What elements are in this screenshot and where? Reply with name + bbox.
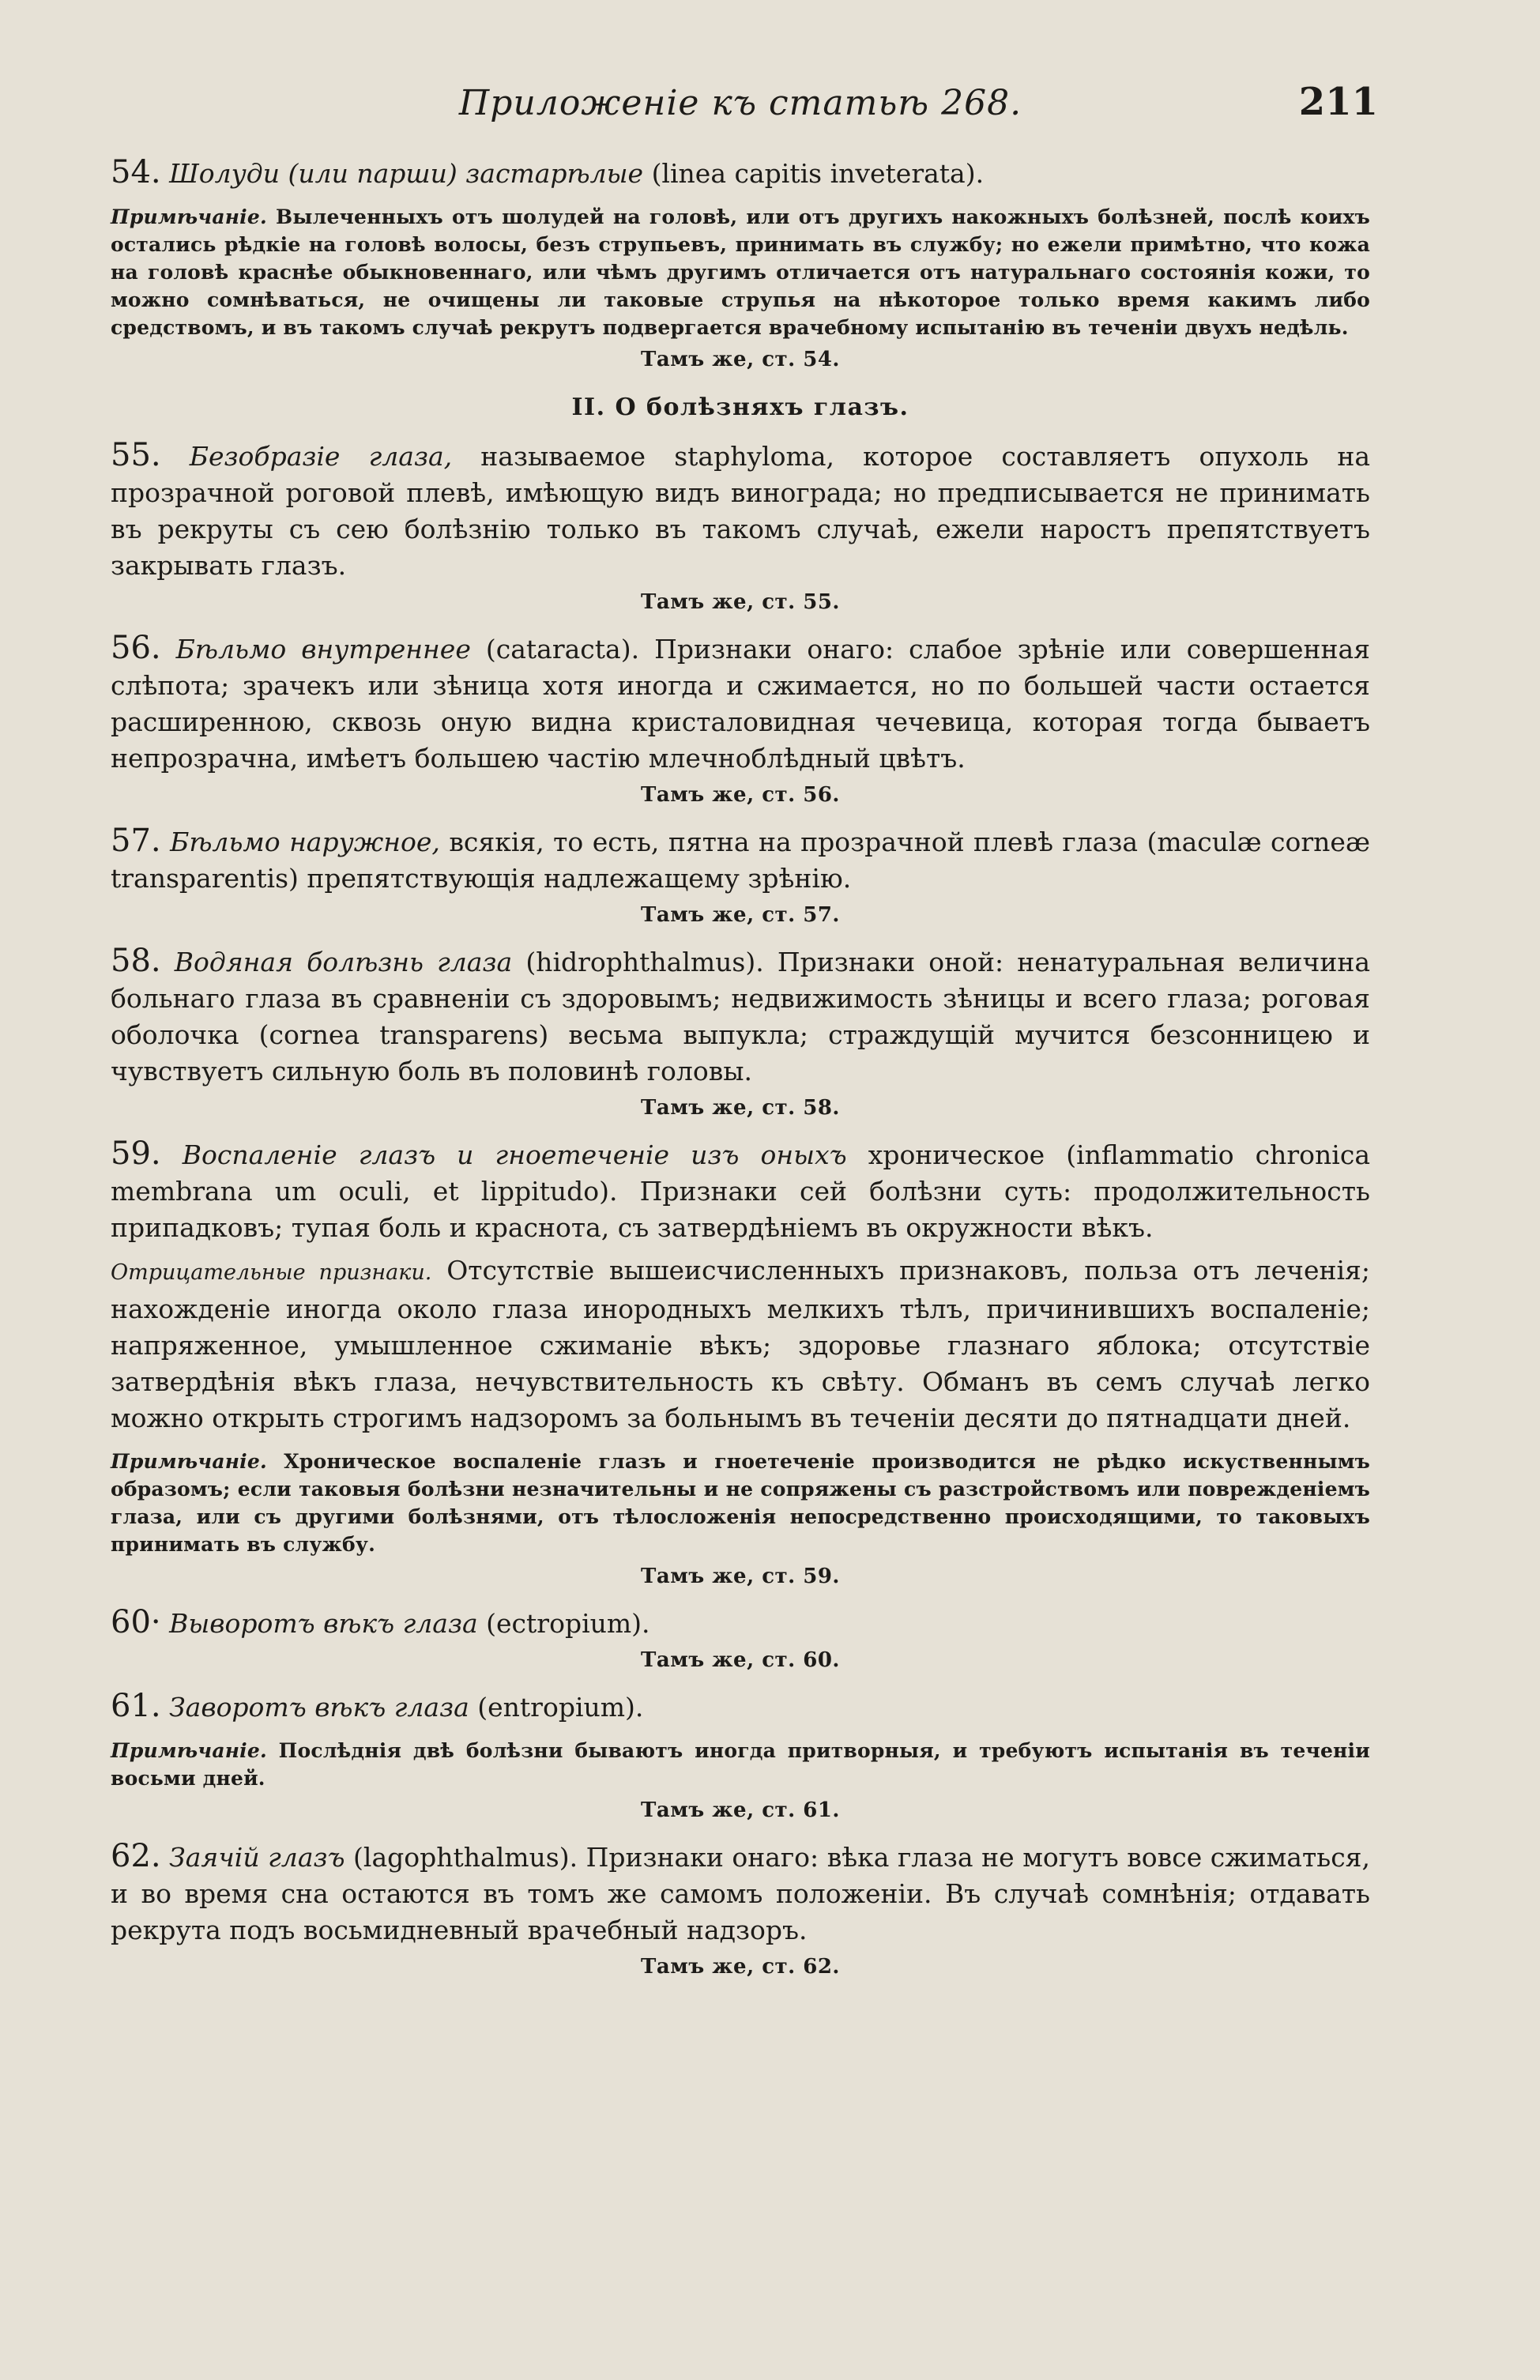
article-58-text <box>111 943 1370 1090</box>
article-name: Выворотъ вѣкъ глаза <box>169 1608 478 1639</box>
article-number: 55. <box>111 437 161 473</box>
article-61-text <box>111 1688 1370 1726</box>
article-62-text <box>111 1838 1370 1949</box>
article-body: (ectropium). <box>486 1608 650 1639</box>
negative-signs <box>111 1252 1370 1437</box>
running-title: Приложенiе къ статьѣ 268. <box>458 83 1022 123</box>
reference: Тамъ же, ст. 58. <box>641 1096 840 1120</box>
article-59-text <box>111 1135 1370 1246</box>
article-54 <box>111 154 1370 371</box>
article-62 <box>111 1838 1370 1979</box>
article-60 <box>111 1604 1370 1672</box>
article-54-note <box>111 203 1370 341</box>
article-number: 61. <box>111 1688 161 1724</box>
negative-signs-text: Отсутствiе вышеисчисленныхъ признаковъ, польза отъ леченiя; нахожденiе иногда около глаза инородныхъ мелкихъ тѣлъ, причинившихъ воспаленiе; напряженное, умышленное сжиманiе вѣкъ; здоровье глазнаго яблока; отсутствiе затвердѣнiя вѣкъ глаза, нечувствительность къ свѣту. Обманъ въ семъ случаѣ легко можно открыть строгимъ надзоромъ за больнымъ въ теченiи десяти до пятнадцати дней. <box>111 1255 1370 1433</box>
page-header <box>111 75 1378 138</box>
article-55-text <box>111 437 1370 584</box>
article-56-text <box>111 630 1370 777</box>
article-number: 56. <box>111 630 161 666</box>
article-61-note <box>111 1737 1370 1792</box>
article-name: Безобразiе глаза, <box>189 441 453 472</box>
reference: Тамъ же, ст. 61. <box>641 1798 840 1822</box>
article-body: (hidrophthalmus). Признаки оной: ненатуральная величина больнаго глаза въ сравненiи съ здоровымъ; недвижимость зѣницы и всего глаза; роговая оболочка (cornea transparens) весьма выпукла; страждущiй мучится безсонницею и чувствуетъ сильную боль въ половинѣ головы. <box>111 947 1371 1086</box>
note-label: Примѣчанiе. <box>111 1739 267 1762</box>
article-name: Бѣльмо внутреннее <box>175 634 471 665</box>
article-number: 54. <box>111 154 161 190</box>
article-name: Бѣльмо наружное, <box>170 827 440 857</box>
note-label: Примѣчанiе. <box>111 1450 267 1473</box>
article-name: Водяная болѣзнь глаза <box>174 947 513 977</box>
article-body: (entropium). <box>477 1692 644 1723</box>
article-number: 62. <box>111 1838 161 1874</box>
article-56 <box>111 630 1370 807</box>
article-body: (cataracta). Признаки онаго: слабое зрѣнiе или совершенная слѣпота; зрачекъ или зѣница хотя иногда и сжимается, но по большей части остается расширенною, сквозь оную видна кристаловидная чечевица, которая тогда бываетъ непрозрачна, имѣетъ большею частiю млечноблѣдный цвѣтъ. <box>111 634 1370 774</box>
article-number: 58. <box>111 943 161 979</box>
reference: Тамъ же, ст. 62. <box>641 1955 840 1979</box>
note-label: Примѣчанiе. <box>111 205 267 228</box>
article-59 <box>111 1135 1370 1588</box>
reference: Тамъ же, ст. 59. <box>641 1565 840 1588</box>
article-57-text <box>111 823 1370 897</box>
article-latin: (linea capitis inveterata). <box>651 158 985 189</box>
note-text: Хроническое воспаленiе глазъ и гноетеченiе производится не рѣдко искуственнымъ образомъ; если таковыя болѣзни незначительны и не сопряжены съ разстройствомъ или поврежденiемъ глаза, или съ другими болѣзнями, отъ тѣлосложенiя непосредственно происходящими, то таковыхъ принимать въ службу. <box>111 1450 1370 1556</box>
article-58 <box>111 943 1370 1120</box>
section-heading: II. О болѣзняхъ глазъ. <box>571 394 909 421</box>
article-body: хроническое (inflammatio chronica membrana um oculi, et lippitudo). Признаки сей болѣзни суть: продолжительность припадковъ; тупая боль и краснота, съ затвердѣнiемъ въ окружности вѣкъ. <box>111 1139 1370 1243</box>
article-57 <box>111 823 1370 927</box>
article-body: всякiя, то есть, пятна на прозрачной плевѣ глаза (maculæ corneæ transparentis) препятствующiя надлежащему зрѣнiю. <box>111 827 1370 894</box>
article-59-note <box>111 1448 1370 1558</box>
article-number: 60· <box>111 1604 161 1640</box>
article-name: Заячiй глазъ <box>169 1842 345 1873</box>
article-body: (lagophthalmus). Признаки онаго: вѣка глаза не могутъ вовсе сжиматься, и во время сна остаются въ томъ же самомъ положенiи. Въ случаѣ сомнѣнiя; отдавать рекрута подъ восьмидневный врачебный надзоръ. <box>111 1842 1370 1945</box>
article-body: называемое staphyloma, которое составляетъ опухоль на прозрачной роговой плевѣ, имѣющую видъ винограда; но предписывается не принимать въ рекруты съ сею болѣзнiю только въ такомъ случаѣ, ежели наростъ препятствуетъ закрывать глазъ. <box>111 441 1370 581</box>
article-name: Шолуди (или парши) застарѣлые <box>169 158 644 189</box>
article-55 <box>111 437 1370 614</box>
note-text: Вылеченныхъ отъ шолудей на головѣ, или отъ другихъ накожныхъ болѣзней, послѣ коихъ остались рѣдкiе на головѣ волосы, безъ струпьевъ, принимать въ службу; но ежели примѣтно, что кожа на головѣ краснѣе обыкновеннаго, или чѣмъ другимъ отличается отъ натуральнаго состоянiя кожи, то можно сомнѣваться, не очищены ли таковые струпья на нѣкоторое только время какимъ либо средствомъ, и въ такомъ случаѣ рекрутъ подвергается врачебному испытанiю въ теченiи двухъ недѣль. <box>111 205 1371 339</box>
article-name: Воспаленiе глазъ и гноетеченiе изъ оныхъ <box>182 1139 847 1170</box>
article-60-text <box>111 1604 1370 1642</box>
page-number: 211 <box>1298 80 1378 124</box>
reference: Тамъ же, ст. 56. <box>641 783 840 807</box>
article-name: Заворотъ вѣкъ глаза <box>169 1692 469 1723</box>
negative-signs-label: Отрицательные признаки. <box>111 1260 432 1285</box>
article-number: 59. <box>111 1135 161 1172</box>
note-text: Послѣднiя двѣ болѣзни бываютъ иногда притворныя, и требуютъ испытанiя въ теченiи восьми дней. <box>111 1739 1370 1790</box>
reference: Тамъ же, ст. 54. <box>641 348 840 371</box>
reference: Тамъ же, ст. 57. <box>641 903 840 927</box>
article-54-text <box>111 154 1370 192</box>
reference: Тамъ же, ст. 55. <box>641 590 840 614</box>
article-61 <box>111 1688 1370 1822</box>
reference: Тамъ же, ст. 60. <box>641 1648 840 1672</box>
article-number: 57. <box>111 823 161 859</box>
